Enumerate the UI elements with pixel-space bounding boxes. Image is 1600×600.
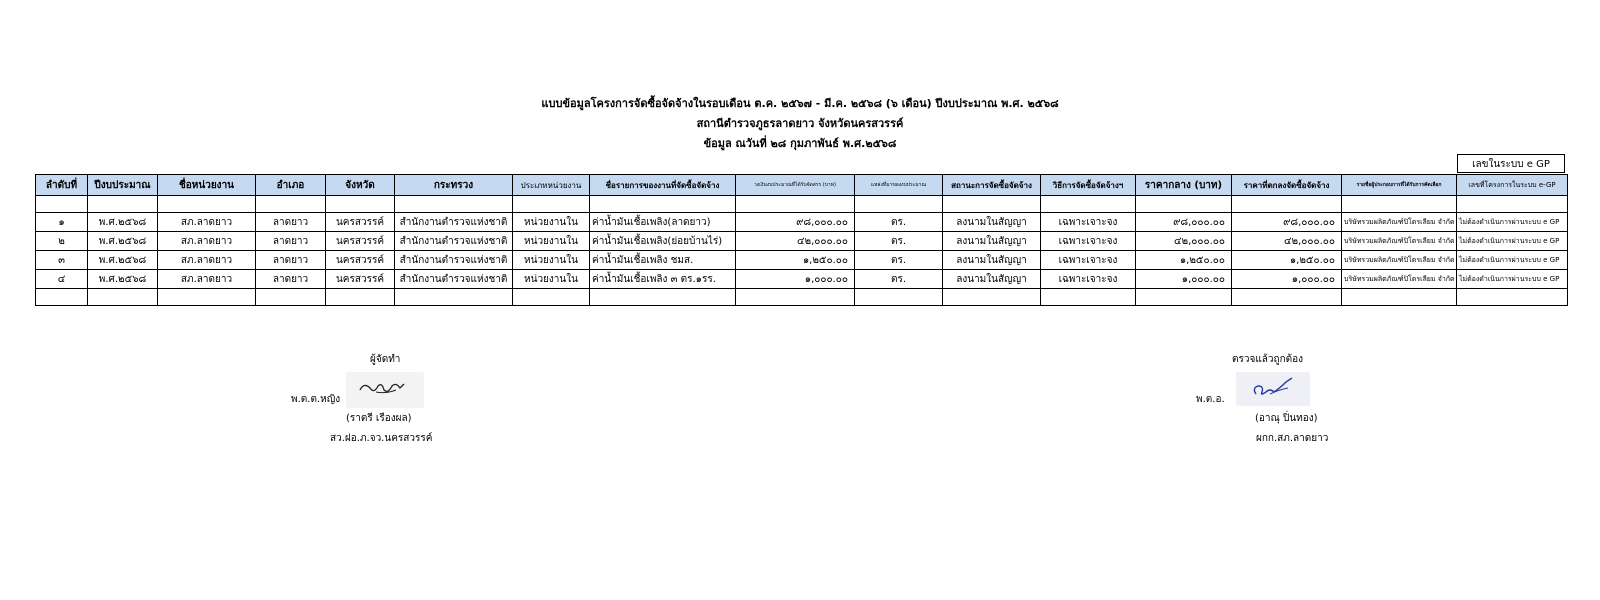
cell-status: ลงนามในสัญญา bbox=[943, 213, 1041, 232]
table-body bbox=[36, 196, 1568, 306]
cell-ministry: สำนักงานตำรวจแห่งชาติ bbox=[395, 232, 513, 251]
cell-agency-type: หน่วยงานใน bbox=[513, 251, 590, 270]
cell-agency: สภ.ลาดยาว bbox=[158, 232, 256, 251]
cell-budget-source: ตร. bbox=[855, 213, 943, 232]
station-name: สถานีตำรวจภูธรลาดยาว จังหวัดนครสวรรค์ bbox=[696, 117, 904, 130]
cell-median-price: ๙๘,๐๐๐.๐๐ bbox=[1136, 213, 1232, 232]
cell-contractor: บริษัทรวมผลิตภัณฑ์ปิโตรเลียม จำกัด bbox=[1342, 270, 1457, 289]
verifier-position: ผกก.สภ.ลาดยาว bbox=[1256, 433, 1329, 444]
cell-seq: ๒ bbox=[36, 232, 88, 251]
cell-method: เฉพาะเจาะจง bbox=[1041, 232, 1136, 251]
header-seq: ลำดับที่ bbox=[36, 175, 88, 196]
cell-median-price: ๑,๒๕๐.๐๐ bbox=[1136, 251, 1232, 270]
cell-province: นครสวรรค์ bbox=[326, 232, 395, 251]
cell-province: นครสวรรค์ bbox=[326, 213, 395, 232]
header-budget: วงเงินงบประมาณที่ได้รับจัดสรร (บาท) bbox=[736, 175, 855, 196]
header-status: สถานะการจัดซื้อจัดจ้าง bbox=[943, 175, 1041, 196]
cell-budget-source: ตร. bbox=[855, 232, 943, 251]
header-item-name: ชื่อรายการของงานที่จัดซื้อจัดจ้าง bbox=[590, 175, 736, 196]
header-method: วิธีการจัดซื้อจัดจ้างฯ bbox=[1041, 175, 1136, 196]
cell-district: ลาดยาว bbox=[256, 270, 326, 289]
cell-status: ลงนามในสัญญา bbox=[943, 232, 1041, 251]
cell-egp-number: ไม่ต้องดำเนินการผ่านระบบ e GP bbox=[1457, 251, 1568, 270]
header-province: จังหวัด bbox=[326, 175, 395, 196]
header-agency-type: ประเภทหน่วยงาน bbox=[513, 175, 590, 196]
header-ministry: กระทรวง bbox=[395, 175, 513, 196]
cell-budget: ๙๘,๐๐๐.๐๐ bbox=[736, 213, 855, 232]
cell-egp-number: ไม่ต้องดำเนินการผ่านระบบ e GP bbox=[1457, 270, 1568, 289]
header-median-price: ราคากลาง (บาท) bbox=[1136, 175, 1232, 196]
verifier-name: (อาณุ ปิ่นทอง) bbox=[1255, 413, 1318, 424]
cell-fiscal-year: พ.ศ.๒๕๖๘ bbox=[88, 213, 158, 232]
cell-agency-type: หน่วยงานใน bbox=[513, 270, 590, 289]
table-row-empty bbox=[36, 289, 1568, 306]
cell-ministry: สำนักงานตำรวจแห่งชาติ bbox=[395, 270, 513, 289]
cell-agency-type: หน่วยงานใน bbox=[513, 232, 590, 251]
cell-item-name: ค่าน้ำมันเชื้อเพลิง(ย่อยบ้านไร่) bbox=[590, 232, 736, 251]
cell-method: เฉพาะเจาะจง bbox=[1041, 213, 1136, 232]
cell-status: ลงนามในสัญญา bbox=[943, 270, 1041, 289]
cell-median-price: ๔๒,๐๐๐.๐๐ bbox=[1136, 232, 1232, 251]
cell-fiscal-year: พ.ศ.๒๕๖๘ bbox=[88, 251, 158, 270]
data-date: ข้อมูล ณวันที่ ๒๘ กุมภาพันธ์ พ.ศ.๒๕๖๘ bbox=[703, 137, 897, 150]
table-row bbox=[36, 232, 1568, 251]
cell-item-name: ค่าน้ำมันเชื้อเพลิง(ลาดยาว) bbox=[590, 213, 736, 232]
cell-method: เฉพาะเจาะจง bbox=[1041, 270, 1136, 289]
cell-ministry: สำนักงานตำรวจแห่งชาติ bbox=[395, 213, 513, 232]
table-header-row bbox=[36, 175, 1568, 196]
cell-agency-type: หน่วยงานใน bbox=[513, 213, 590, 232]
cell-seq: ๔ bbox=[36, 270, 88, 289]
cell-item-name: ค่าน้ำมันเชื้อเพลิง ชมส. bbox=[590, 251, 736, 270]
cell-district: ลาดยาว bbox=[256, 251, 326, 270]
header-agreed-price: ราคาที่ตกลงจัดซื้อจัดจ้าง bbox=[1232, 175, 1342, 196]
cell-district: ลาดยาว bbox=[256, 232, 326, 251]
cell-seq: ๓ bbox=[36, 251, 88, 270]
egp-number-label: เลขในระบบ e GP bbox=[1457, 154, 1565, 173]
verifier-rank: พ.ต.อ. bbox=[1196, 394, 1225, 405]
cell-seq: ๑ bbox=[36, 213, 88, 232]
cell-ministry: สำนักงานตำรวจแห่งชาติ bbox=[395, 251, 513, 270]
cell-egp-number: ไม่ต้องดำเนินการผ่านระบบ e GP bbox=[1457, 213, 1568, 232]
table-row-empty bbox=[36, 196, 1568, 213]
cell-agency: สภ.ลาดยาว bbox=[158, 270, 256, 289]
procurement-table bbox=[35, 174, 1568, 306]
preparer-position: สว.ฝอ.ภ.จว.นครสวรรค์ bbox=[330, 433, 433, 444]
preparer-name: (ราตรี เรืองผล) bbox=[346, 413, 412, 424]
cell-province: นครสวรรค์ bbox=[326, 270, 395, 289]
preparer-rank: พ.ต.ต.หญิง bbox=[291, 394, 341, 405]
cell-budget-source: ตร. bbox=[855, 251, 943, 270]
cell-agency: สภ.ลาดยาว bbox=[158, 213, 256, 232]
cell-budget: ๑,๒๕๐.๐๐ bbox=[736, 251, 855, 270]
cell-agreed-price: ๑,๒๕๐.๐๐ bbox=[1232, 251, 1342, 270]
cell-budget: ๑,๐๐๐.๐๐ bbox=[736, 270, 855, 289]
cell-contractor: บริษัทรวมผลิตภัณฑ์ปิโตรเลียม จำกัด bbox=[1342, 213, 1457, 232]
preparer-signature-image bbox=[346, 372, 424, 408]
table-row bbox=[36, 213, 1568, 232]
cell-contractor: บริษัทรวมผลิตภัณฑ์ปิโตรเลียม จำกัด bbox=[1342, 232, 1457, 251]
cell-status: ลงนามในสัญญา bbox=[943, 251, 1041, 270]
verifier-signature-image bbox=[1236, 372, 1310, 406]
cell-egp-number: ไม่ต้องดำเนินการผ่านระบบ e GP bbox=[1457, 232, 1568, 251]
header-egp-number: เลขที่โครงการในระบบ e-GP bbox=[1457, 175, 1568, 196]
cell-agreed-price: ๑,๐๐๐.๐๐ bbox=[1232, 270, 1342, 289]
cell-province: นครสวรรค์ bbox=[326, 251, 395, 270]
cell-district: ลาดยาว bbox=[256, 213, 326, 232]
cell-budget: ๔๒,๐๐๐.๐๐ bbox=[736, 232, 855, 251]
table-row bbox=[36, 270, 1568, 289]
cell-agreed-price: ๔๒,๐๐๐.๐๐ bbox=[1232, 232, 1342, 251]
cell-item-name: ค่าน้ำมันเชื้อเพลิง ๓ ตร.๑รร. bbox=[590, 270, 736, 289]
cell-contractor: บริษัทรวมผลิตภัณฑ์ปิโตรเลียม จำกัด bbox=[1342, 251, 1457, 270]
table-row bbox=[36, 251, 1568, 270]
cell-method: เฉพาะเจาะจง bbox=[1041, 251, 1136, 270]
header-fiscal-year: ปีงบประมาณ bbox=[88, 175, 158, 196]
cell-agreed-price: ๙๘,๐๐๐.๐๐ bbox=[1232, 213, 1342, 232]
preparer-caption: ผู้จัดทำ bbox=[370, 354, 401, 365]
header-agency: ชื่อหน่วยงาน bbox=[158, 175, 256, 196]
cell-budget-source: ตร. bbox=[855, 270, 943, 289]
cell-agency: สภ.ลาดยาว bbox=[158, 251, 256, 270]
document-title-block bbox=[0, 94, 1600, 154]
cell-fiscal-year: พ.ศ.๒๕๖๘ bbox=[88, 232, 158, 251]
header-contractor: รายชื่อผู้ประกอบการที่ได้รับการคัดเลือก bbox=[1342, 175, 1457, 196]
header-budget-source: แหล่งที่มาของงบประมาณ bbox=[855, 175, 943, 196]
verifier-caption: ตรวจแล้วถูกต้อง bbox=[1232, 354, 1304, 365]
header-district: อำเภอ bbox=[256, 175, 326, 196]
cell-fiscal-year: พ.ศ.๒๕๖๘ bbox=[88, 270, 158, 289]
cell-median-price: ๑,๐๐๐.๐๐ bbox=[1136, 270, 1232, 289]
document-title: แบบข้อมูลโครงการจัดซื้อจัดจ้างในรอบเดือน ต.ค. ๒๕๖๗ - มี.ค. ๒๕๖๘ (๖ เดือน) ปีงบประมาณ พ.ศ. ๒๕๖๘ bbox=[541, 97, 1059, 110]
